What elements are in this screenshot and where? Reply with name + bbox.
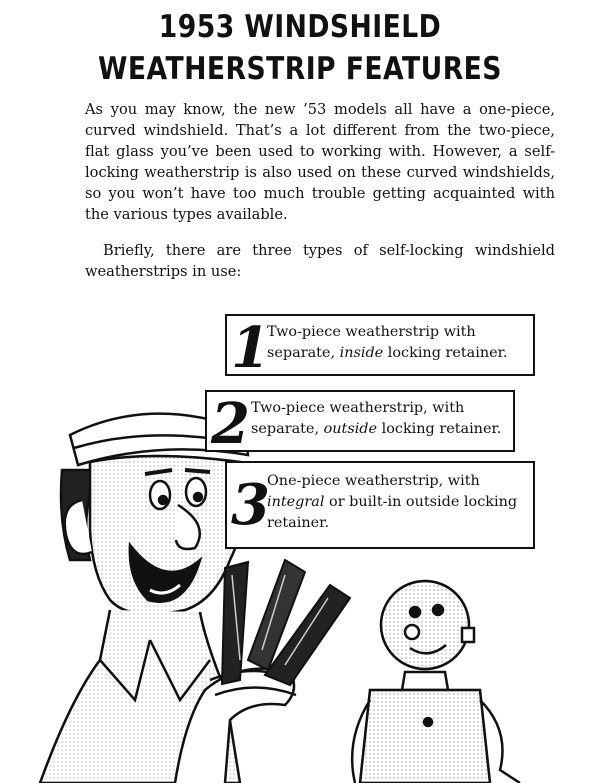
type-3-text-before: One-piece weatherstrip, with bbox=[267, 473, 480, 489]
type-1-number: 1 bbox=[231, 315, 270, 381]
type-2-description bbox=[251, 398, 505, 440]
type-2-text-after: locking retainer. bbox=[377, 421, 502, 437]
type-1-description bbox=[267, 322, 525, 364]
page-title-line2: WEATHERSTRIP FEATURES bbox=[98, 51, 502, 87]
type-3-number: 3 bbox=[231, 472, 270, 538]
robot-figure bbox=[352, 581, 520, 783]
type-3-box bbox=[225, 461, 535, 549]
page-title-line1: 1953 WINDSHIELD bbox=[158, 9, 442, 45]
intro-paragraph-1: As you may know, the new ’53 models all have a one-piece, curved windshield. That’s a lot different from the two-piece, flat glass you’ve been used to working with. However, a self-locking weatherstrip is also used on these curved windshields, so you won’t have too much trouble getting acquainted with the various types available. bbox=[85, 101, 555, 223]
weatherstrip-samples bbox=[222, 560, 350, 685]
type-3-text-after: or built-in outside locking retainer. bbox=[267, 494, 518, 531]
type-2-text-before: Two-piece weatherstrip, with separate, bbox=[251, 400, 465, 437]
type-1-text-after: locking retainer. bbox=[383, 345, 508, 361]
type-2-number: 2 bbox=[211, 391, 250, 457]
type-1-emphasis: inside bbox=[339, 345, 384, 361]
type-3-emphasis: integral bbox=[267, 494, 325, 510]
page-title bbox=[42, 6, 558, 90]
type-1-text-before: Two-piece weatherstrip with separate, bbox=[267, 324, 476, 361]
intro-paragraph-2: Briefly, there are three types of self-locking windshield weatherstrips in use: bbox=[85, 242, 555, 280]
type-2-box bbox=[205, 390, 515, 457]
type-3-description bbox=[267, 471, 525, 534]
type-2-emphasis: outside bbox=[323, 421, 378, 437]
type-1-box bbox=[225, 314, 535, 381]
